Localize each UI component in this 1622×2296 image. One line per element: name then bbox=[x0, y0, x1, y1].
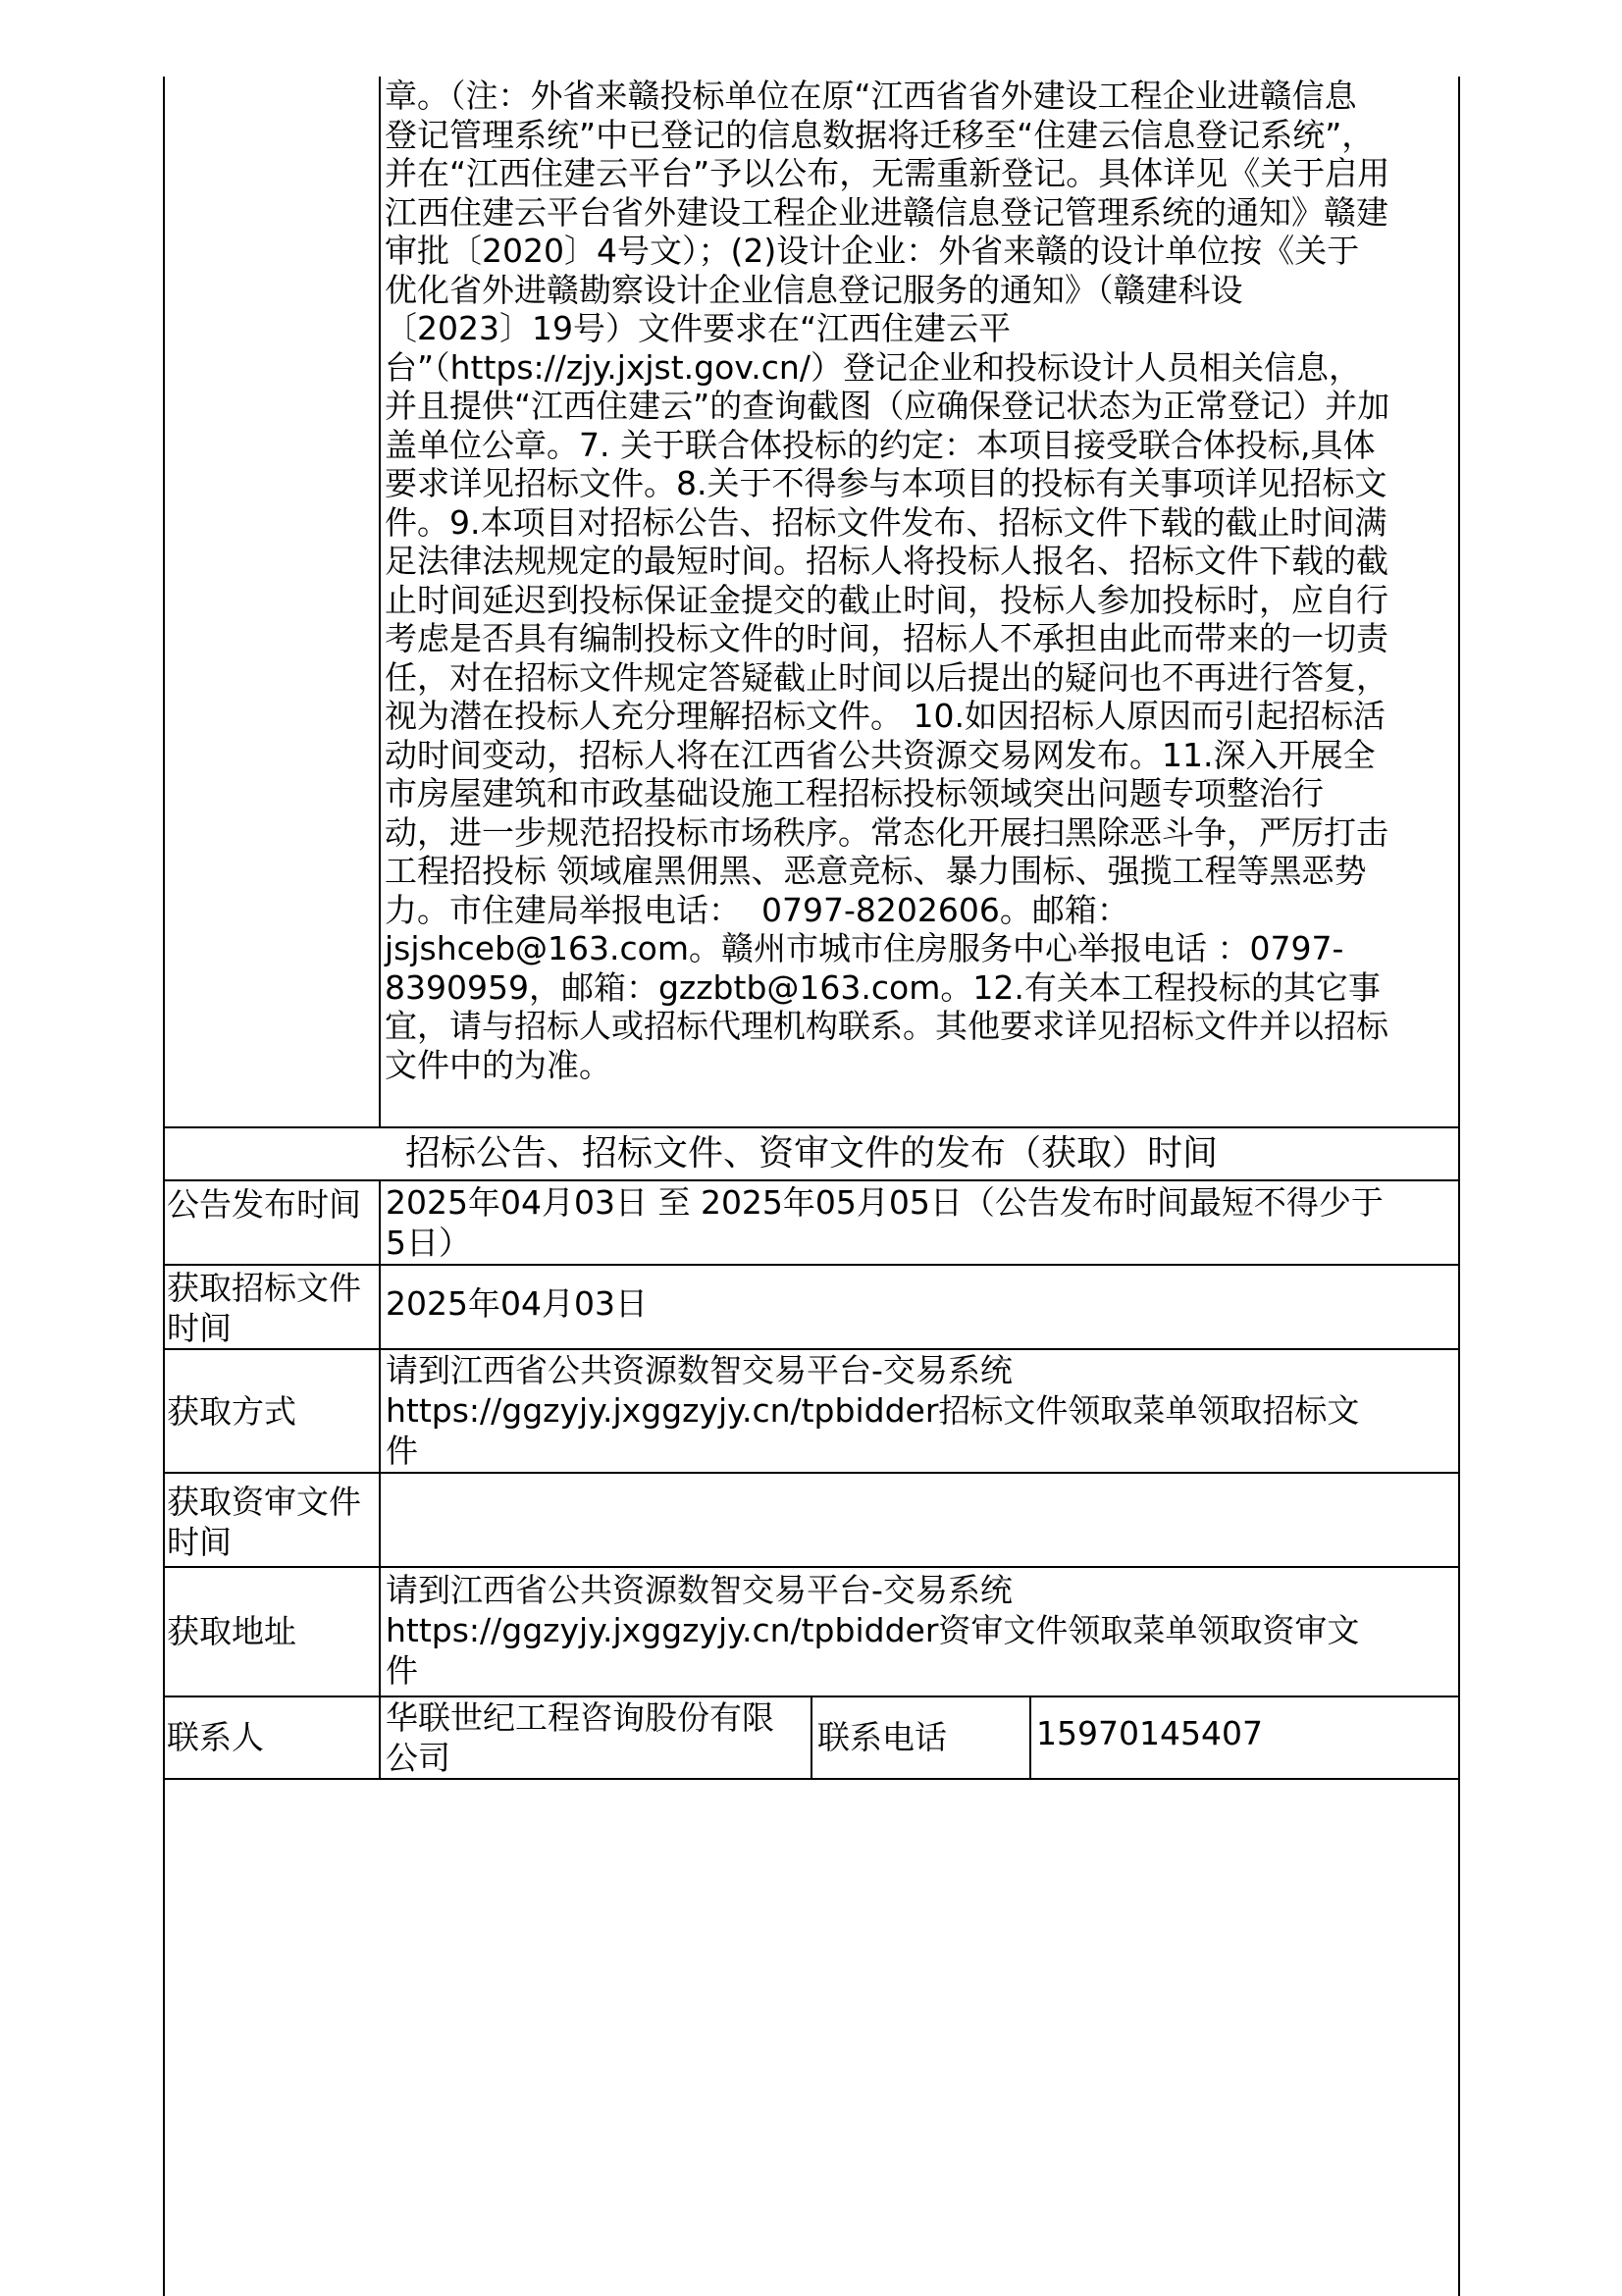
announce-time-value-line: 2025年04月03日 至 2025年05月05日（公告发布时间最短不得少于 bbox=[386, 1183, 1384, 1222]
notes-line: 视为潜在投标人充分理解招标文件。 10.如因招标人原因而引起招标活 bbox=[385, 697, 1386, 735]
contact-label bbox=[163, 1697, 379, 1778]
notes-line: 要求详见招标文件。8.关于不得参与本项目的投标有关事项详见招标文 bbox=[385, 464, 1387, 502]
contact-divider-1 bbox=[811, 1696, 812, 1780]
notes-line: 考虑是否具有编制投标文件的时间，招标人不承担由此而带来的一切责 bbox=[385, 619, 1388, 657]
notes-line: 审批〔2020〕4号文）；(2)设计企业：外省来赣的设计单位按《关于 bbox=[385, 232, 1360, 270]
get-doc-time-value-text: 2025年04月03日 bbox=[386, 1284, 648, 1323]
contact-value-line: 华联世纪工程咨询股份有限 bbox=[386, 1698, 774, 1737]
notes-line: 8390959，邮箱：gzzbtb@163.com。12.有关本工程投标的其它事 bbox=[385, 967, 1381, 1007]
get-address-value-line: https://ggzyjy.jxggzyjy.cn/tpbidder资审文件领取菜单领取资审文 bbox=[386, 1611, 1360, 1649]
notes-line: 动，进一步规范招投标市场秩序。常态化开展扫黑除恶斗争，严厉打击 bbox=[385, 812, 1388, 852]
notes-line: 市房屋建筑和市政基础设施工程招标投标领域突出问题专项整治行 bbox=[385, 774, 1324, 812]
notes-line: 〔2023〕19号）文件要求在“江西住建云平 bbox=[385, 309, 1012, 347]
notes-line: 件。9.本项目对招标公告、招标文件发布、招标文件下载的截止时间满 bbox=[385, 502, 1387, 542]
get-method-value bbox=[382, 1350, 1456, 1472]
get-address-value bbox=[382, 1568, 1456, 1696]
get-prequal-time-value bbox=[382, 1474, 1456, 1566]
section-title: 招标公告、招标文件、资审文件的发布（获取）时间 bbox=[404, 1133, 1218, 1174]
contact-label-text: 联系人 bbox=[167, 1718, 264, 1756]
get-method-value-line: 件 bbox=[386, 1432, 418, 1470]
row-line-8 bbox=[163, 1778, 1460, 1780]
notes-line: 并且提供“江西住建云”的查询截图（应确保登记状态为正常登记）并加 bbox=[385, 387, 1390, 425]
notes-line: 章。（注：外省来赣投标单位在原“江西省省外建设工程企业进赣信息 bbox=[385, 77, 1357, 115]
notes-line: 足法律法规规定的最短时间。招标人将投标人报名、招标文件下载的截 bbox=[385, 542, 1388, 580]
notes-line: 台”（https://zjy.jxjst.gov.cn/）登记企业和投标设计人员相关信息， bbox=[385, 347, 1361, 387]
notes-line: 任，对在招标文件规定答疑截止时间以后提出的疑问也不再进行答复， bbox=[385, 657, 1388, 697]
get-method-label-text: 获取方式 bbox=[167, 1392, 296, 1431]
contact-value bbox=[382, 1697, 810, 1778]
get-doc-time-label-line: 时间 bbox=[167, 1309, 232, 1347]
get-prequal-time-label bbox=[163, 1474, 379, 1566]
notes-line: 江西住建云平台省外建设工程企业进赣信息登记管理系统的通知》赣建 bbox=[385, 192, 1388, 232]
notes-text bbox=[381, 77, 1455, 1126]
value-column-divider bbox=[379, 1179, 381, 1780]
get-address-label bbox=[163, 1568, 379, 1696]
notes-line: jsjshceb@163.com。赣州市城市住房服务中心举报电话 ：0797- bbox=[385, 929, 1344, 967]
notes-line: 登记管理系统”中已登记的信息数据将迁移至“住建云信息登记系统”， bbox=[385, 115, 1375, 154]
notes-line: 并在“江西住建云平台”予以公布，无需重新登记。具体详见《关于启用 bbox=[385, 154, 1390, 192]
contact-phone-value-text: 15970145407 bbox=[1036, 1714, 1263, 1752]
get-method-value-line: https://ggzyjy.jxggzyjy.cn/tpbidder招标文件领取菜单领取招标文 bbox=[386, 1391, 1360, 1430]
notes-line: 文件中的为准。 bbox=[385, 1045, 611, 1084]
notes-line: 止时间延迟到投标保证金提交的截止时间，投标人参加投标时，应自行 bbox=[385, 580, 1388, 619]
notes-line: 力。市住建局举报电话： 0797-8202606。邮箱： bbox=[385, 890, 1129, 929]
get-method-label bbox=[163, 1350, 379, 1472]
get-doc-time-label bbox=[163, 1266, 379, 1348]
get-method-value-line: 请到江西省公共资源数智交易平台-交易系统 bbox=[386, 1351, 1013, 1389]
get-address-value-line: 件 bbox=[386, 1651, 418, 1690]
get-prequal-time-label-line: 时间 bbox=[167, 1523, 232, 1561]
contact-divider-2 bbox=[1029, 1696, 1031, 1780]
contact-value-line: 公司 bbox=[386, 1739, 450, 1777]
announce-time-value bbox=[382, 1181, 1456, 1264]
contact-phone-value bbox=[1032, 1697, 1458, 1778]
announce-time-value-line: 5日） bbox=[386, 1224, 471, 1262]
contact-phone-label-text: 联系电话 bbox=[817, 1718, 947, 1756]
get-prequal-time-label-line: 获取资审文件 bbox=[167, 1483, 361, 1521]
table-border-right bbox=[1458, 77, 1460, 2296]
get-doc-time-value bbox=[382, 1266, 1456, 1348]
notes-line: 优化省外进赣勘察设计企业信息登记服务的通知》（赣建科设 bbox=[385, 270, 1243, 309]
announce-time-label bbox=[163, 1181, 379, 1264]
get-address-value-line: 请到江西省公共资源数智交易平台-交易系统 bbox=[386, 1571, 1013, 1609]
announce-time-label-text: 公告发布时间 bbox=[167, 1185, 361, 1224]
notes-line: 宜，请与招标人或招标代理机构联系。其他要求详见招标文件并以招标 bbox=[385, 1007, 1388, 1045]
get-doc-time-label-line: 获取招标文件 bbox=[167, 1269, 361, 1307]
notes-line: 工程招投标 领域雇黑佣黑、恶意竞标、暴力围标、强揽工程等黑恶势 bbox=[385, 852, 1367, 890]
contact-phone-label bbox=[813, 1697, 1029, 1778]
notes-line: 动时间变动，招标人将在江西省公共资源交易网发布。11.深入开展全 bbox=[385, 735, 1376, 774]
get-address-label-text: 获取地址 bbox=[167, 1612, 296, 1650]
notes-line: 盖单位公章。7. 关于联合体投标的约定：本项目接受联合体投标,具体 bbox=[385, 425, 1376, 464]
